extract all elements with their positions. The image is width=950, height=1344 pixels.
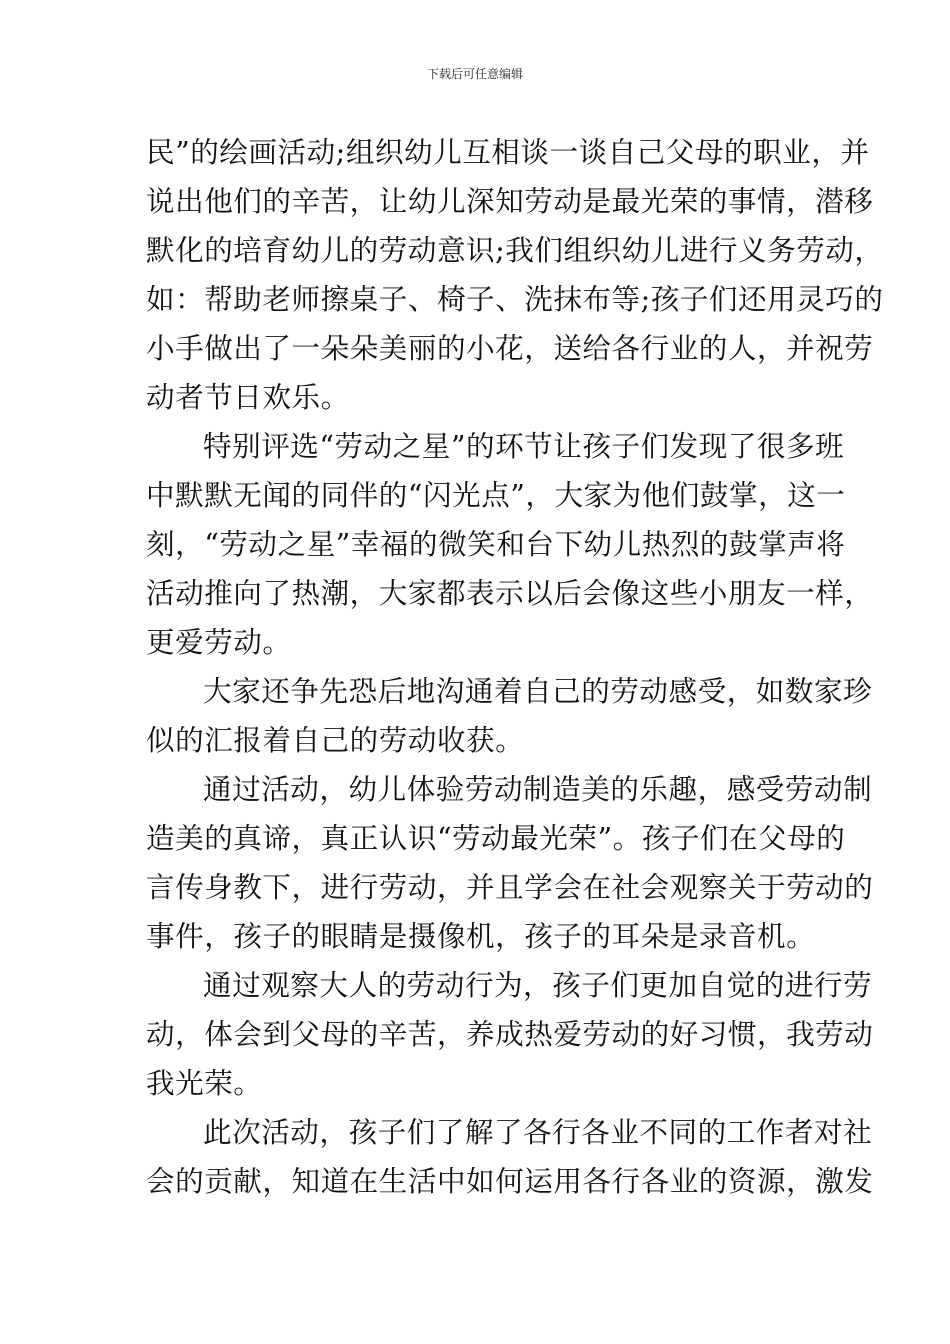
text-line: 我光荣。 [146, 1066, 263, 1100]
page-header: 下载后可任意编辑 [426, 67, 523, 81]
paragraph [146, 128, 884, 422]
text-line: 似的汇报着自己的劳动收获。 [146, 723, 525, 757]
text-line: 民”的绘画活动;组织幼儿互相谈一谈自己父母的职业，并 [146, 135, 870, 169]
text-line: 造美的真谛，真正认识“劳动最光荣”。孩子们在父母的 [146, 821, 846, 855]
text-line: 刻，“劳动之星”幸福的微笑和台下幼儿热烈的鼓掌声将 [146, 527, 846, 561]
text-line: 大家还争先恐后地沟通着自己的劳动感受，如数家珍 [203, 674, 873, 708]
text-line: 动，体会到父母的辛苦，养成热爱劳动的好习惯，我劳动 [146, 1017, 874, 1051]
text-line: 如：帮助老师擦桌子、椅子、洗抹布等;孩子们还用灵巧的 [146, 282, 884, 316]
paragraph [146, 422, 874, 667]
text-line: 默化的培育幼儿的劳动意识;我们组织幼儿进行义务劳动， [146, 233, 884, 267]
text-line: 中默默无闻的同伴的“闪光点”，大家为他们鼓掌，这一 [146, 478, 846, 512]
paragraph [146, 765, 874, 961]
text-line: 说出他们的辛苦，让幼儿深知劳动是最光荣的事情，潜移 [146, 184, 874, 218]
text-line: 事件，孩子的眼睛是摄像机，孩子的耳朵是录音机。 [146, 919, 816, 953]
text-line: 小手做出了一朵朵美丽的小花，送给各行业的人，并祝劳 [146, 331, 874, 365]
document-body [146, 128, 884, 1206]
text-line: 通过观察大人的劳动行为，孩子们更加自觉的进行劳 [203, 968, 873, 1002]
text-line: 此次活动，孩子们了解了各行各业不同的工作者对社 [203, 1115, 873, 1149]
text-line: 动者节日欢乐。 [146, 380, 350, 414]
text-line: 更爱劳动。 [146, 625, 292, 659]
text-line: 特别评选“劳动之星”的环节让孩子们发现了很多班 [203, 429, 845, 463]
paragraph [146, 961, 874, 1108]
text-line: 活动推向了热潮，大家都表示以后会像这些小朋友一样， [146, 576, 874, 610]
text-line: 言传身教下，进行劳动，并且学会在社会观察关于劳动的 [146, 870, 874, 904]
paragraph [146, 1108, 874, 1206]
text-line: 会的贡献，知道在生活中如何运用各行各业的资源，激发 [146, 1164, 874, 1198]
text-line: 通过活动，幼儿体验劳动制造美的乐趣，感受劳动制 [203, 772, 873, 806]
paragraph [146, 667, 873, 765]
